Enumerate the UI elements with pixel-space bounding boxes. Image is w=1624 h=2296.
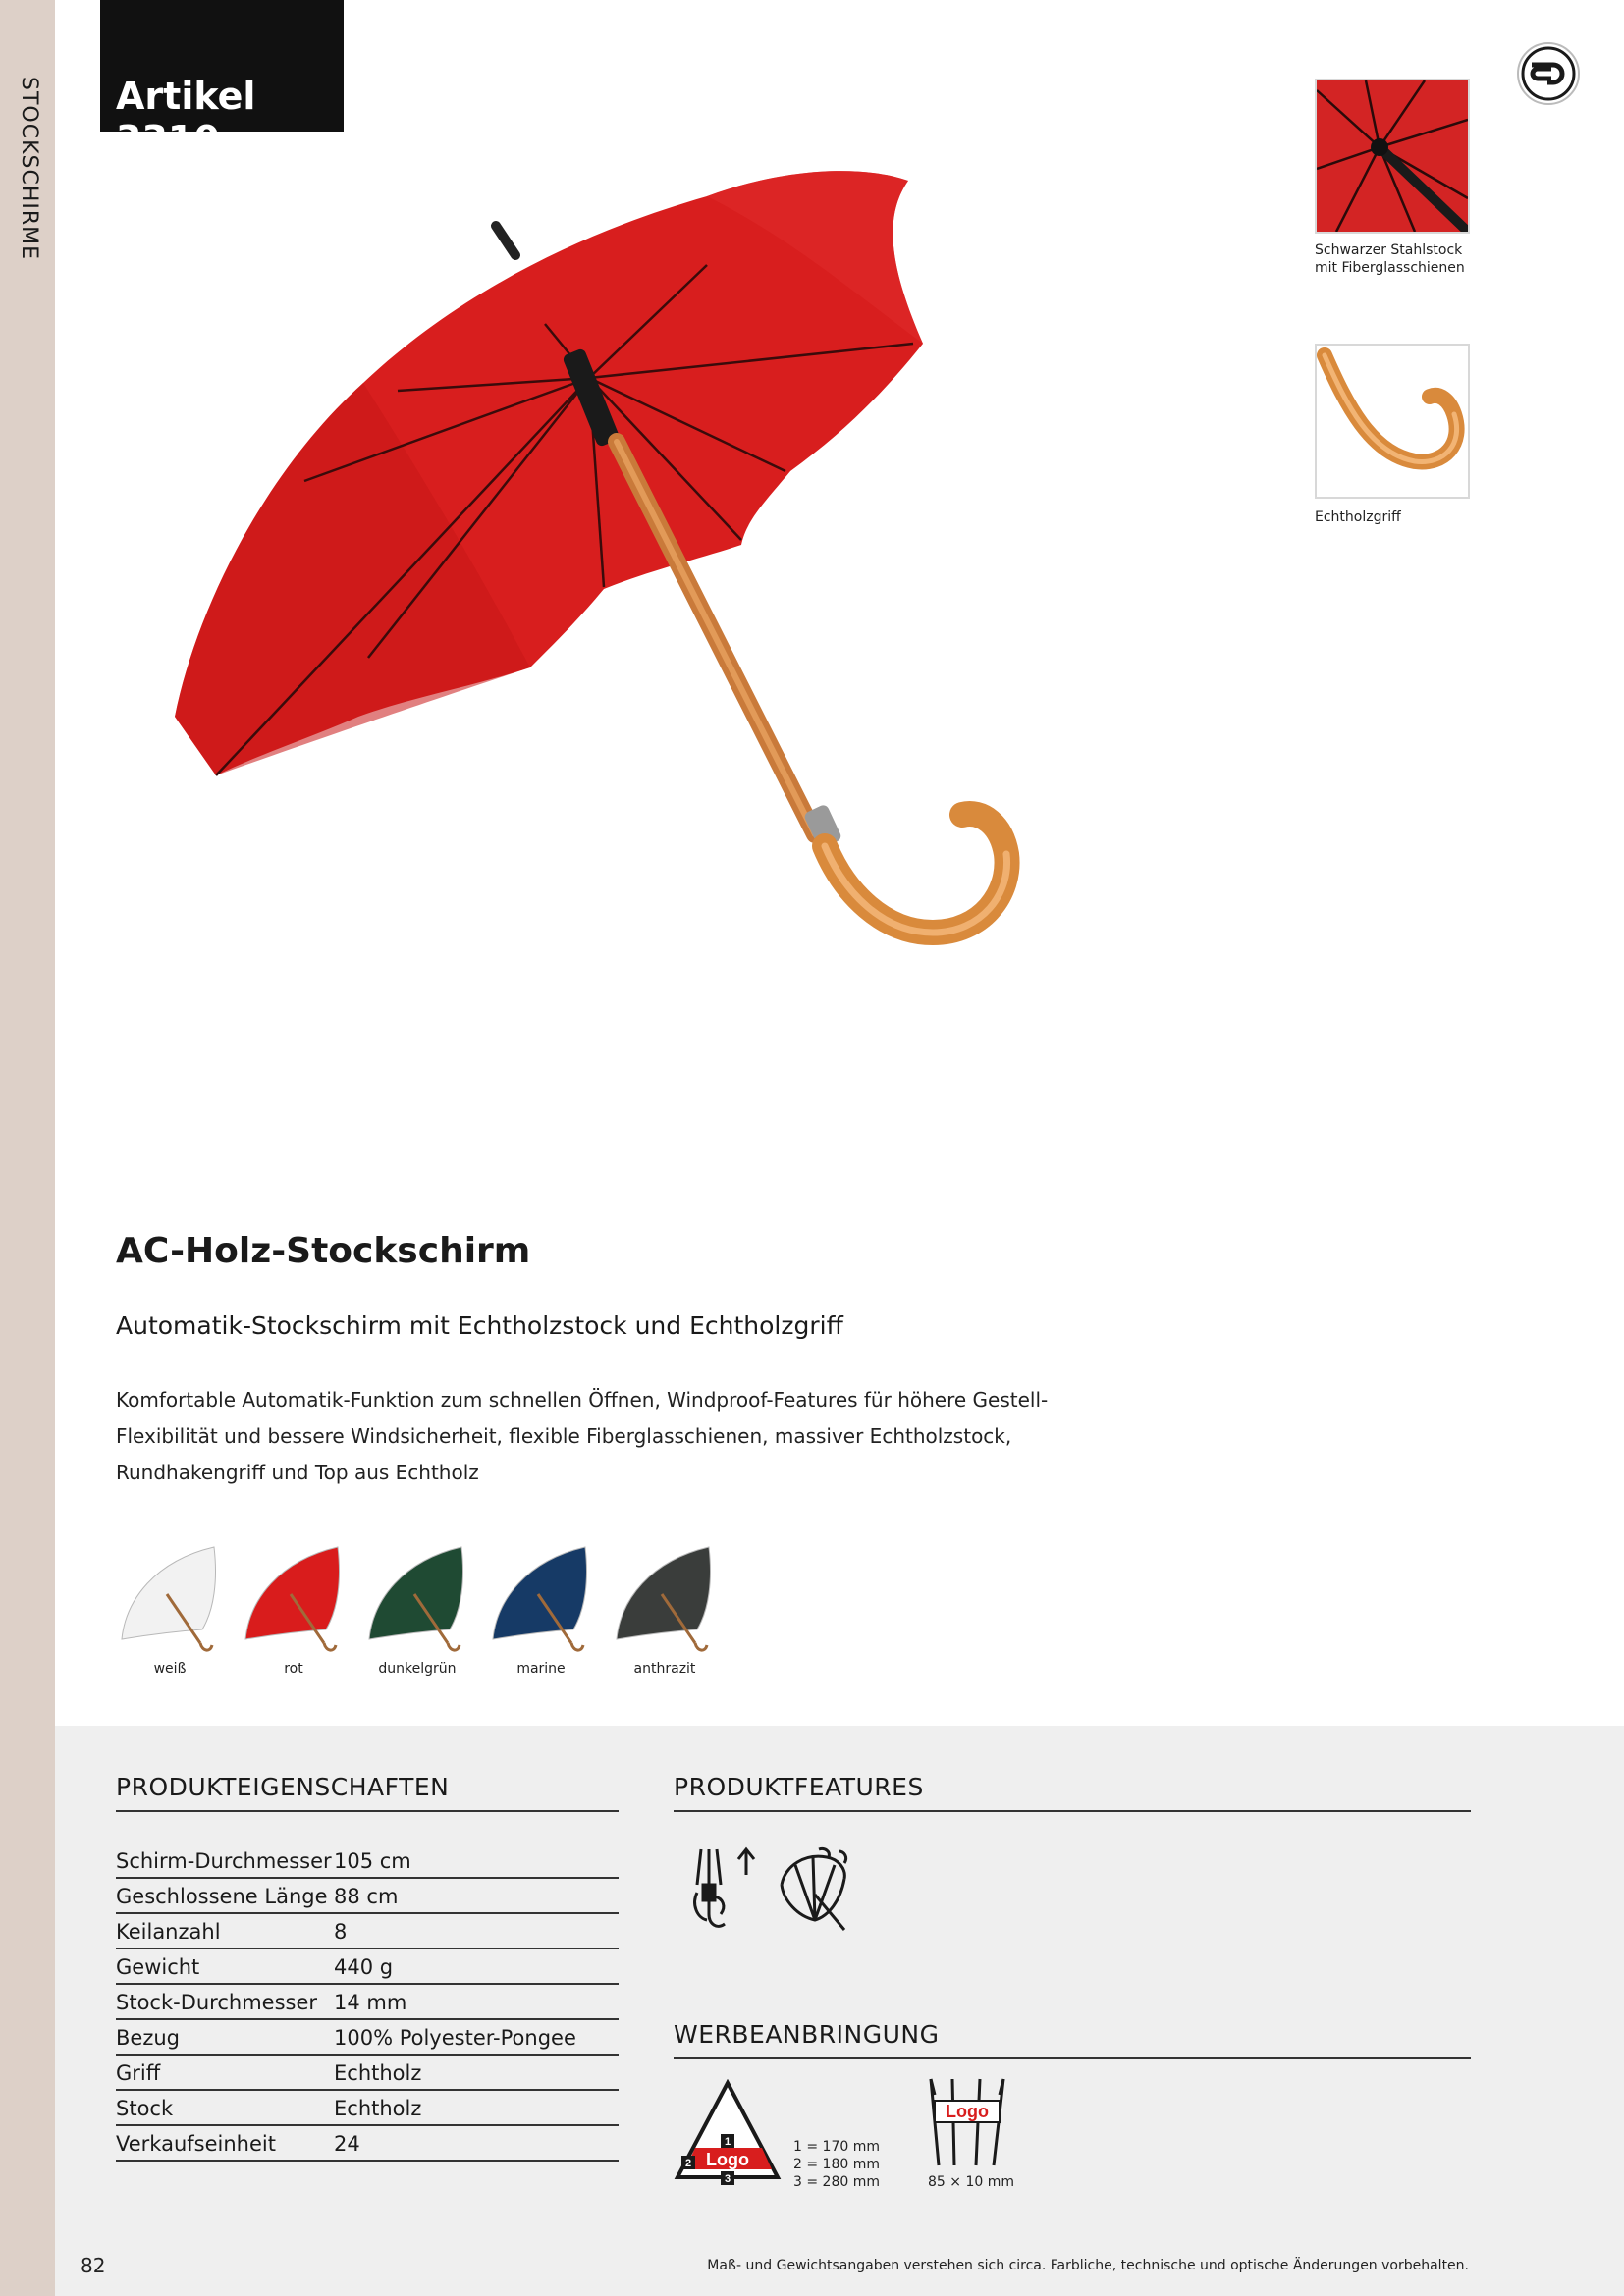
article-number: Artikel 3310 — [116, 75, 256, 161]
print-heading: WERBEANBRINGUNG — [674, 2020, 940, 2049]
detail-caption-1 — [1315, 241, 1511, 277]
color-swatch — [363, 1541, 471, 1659]
property-value: 8 — [334, 1920, 348, 1944]
detail-caption-2 — [1315, 508, 1511, 526]
property-value: 14 mm — [334, 1991, 407, 2014]
property-key: Bezug — [116, 2026, 180, 2050]
color-swatch — [487, 1541, 595, 1659]
panel-dimension-2: 2 = 180 mm — [793, 2157, 880, 2172]
detail-image-wood-handle — [1315, 344, 1470, 499]
detail-caption-2-line1: Echtholzgriff — [1315, 509, 1401, 525]
property-value: 100% Polyester-Pongee — [334, 2026, 576, 2050]
color-swatch — [116, 1541, 224, 1659]
property-row — [116, 2020, 619, 2056]
property-key: Gewicht — [116, 1955, 200, 1979]
property-key: Stock — [116, 2097, 174, 2120]
properties-table — [116, 1843, 619, 2162]
property-key: Griff — [116, 2061, 161, 2085]
panel-print-icon — [674, 2079, 782, 2187]
page-number: 82 — [81, 2254, 106, 2277]
color-swatch — [611, 1541, 719, 1659]
color-swatch — [240, 1541, 348, 1659]
property-row — [116, 1843, 619, 1879]
color-label: dunkelgrün — [378, 1661, 457, 1677]
features-divider — [674, 1810, 1471, 1812]
windproof-icon — [776, 1845, 850, 1934]
property-row — [116, 1879, 619, 1914]
panel-dim-3: 3 — [724, 2173, 731, 2185]
product-description: Komfortable Automatik-Funktion zum schnellen Öffnen, Windproof-Features für höhere Gestell-Flexibilität und bessere Windsicherheit, flexible Fiberglasschienen, massiver Echtholzstock, Rundhakengriff und Top aus Echtholz — [116, 1388, 1049, 1484]
color-label: weiß — [153, 1661, 187, 1677]
footer-note: Maß- und Gewichtsangaben verstehen sich circa. Farbliche, technische und optische Änderungen vorbehalten. — [707, 2258, 1469, 2273]
umbrella-main-image — [157, 147, 1119, 982]
properties-divider — [116, 1810, 619, 1812]
property-value: Echtholz — [334, 2061, 422, 2085]
property-value: 88 cm — [334, 1885, 399, 1908]
article-tag — [100, 0, 344, 161]
property-row — [116, 2056, 619, 2091]
side-strip — [0, 0, 55, 2296]
property-key: Keilanzahl — [116, 1920, 221, 1944]
band-print-icon — [923, 2075, 1011, 2169]
detail-caption-1-line1: Schwarzer Stahlstock — [1315, 242, 1463, 258]
detail-caption-1-line2: mit Fiberglasschienen — [1315, 260, 1465, 276]
property-row — [116, 1914, 619, 1949]
property-value: 24 — [334, 2132, 360, 2156]
color-label: marine — [516, 1661, 566, 1677]
property-row — [116, 1985, 619, 2020]
property-value: 105 cm — [334, 1849, 411, 1873]
section-label: STOCKSCHIRME — [17, 77, 41, 261]
property-key: Verkaufseinheit — [116, 2132, 276, 2156]
color-label: anthrazit — [633, 1661, 696, 1677]
panel-dimensions — [793, 2138, 880, 2191]
property-row — [116, 2126, 619, 2162]
property-key: Geschlossene Länge — [116, 1885, 328, 1908]
property-key: Schirm-Durchmesser — [116, 1849, 332, 1873]
features-heading: PRODUKTFEATURES — [674, 1773, 924, 1801]
property-value: 440 g — [334, 1955, 394, 1979]
color-label: rot — [284, 1661, 303, 1677]
panel-dim-1: 1 — [724, 2136, 731, 2148]
band-logo-text: Logo — [946, 2102, 989, 2121]
panel-dim-2: 2 — [684, 2158, 692, 2169]
property-value: Echtholz — [334, 2097, 422, 2120]
property-row — [116, 2091, 619, 2126]
print-divider — [674, 2057, 1471, 2059]
panel-dimension-1: 1 = 170 mm — [793, 2139, 880, 2155]
automatic-open-icon — [687, 1845, 762, 1934]
panel-dimension-3: 3 = 280 mm — [793, 2174, 880, 2190]
product-title: AC-Holz-Stockschirm — [116, 1231, 531, 1271]
gd-logo-icon — [1516, 41, 1581, 106]
properties-heading: PRODUKTEIGENSCHAFTEN — [116, 1773, 450, 1801]
property-row — [116, 1949, 619, 1985]
band-dimension: 85 × 10 mm — [928, 2174, 1014, 2190]
detail-image-steel-shaft — [1315, 79, 1470, 234]
product-subtitle: Automatik-Stockschirm mit Echtholzstock und Echtholzgriff — [116, 1311, 843, 1340]
property-key: Stock-Durchmesser — [116, 1991, 318, 2014]
panel-logo-text: Logo — [706, 2150, 749, 2169]
